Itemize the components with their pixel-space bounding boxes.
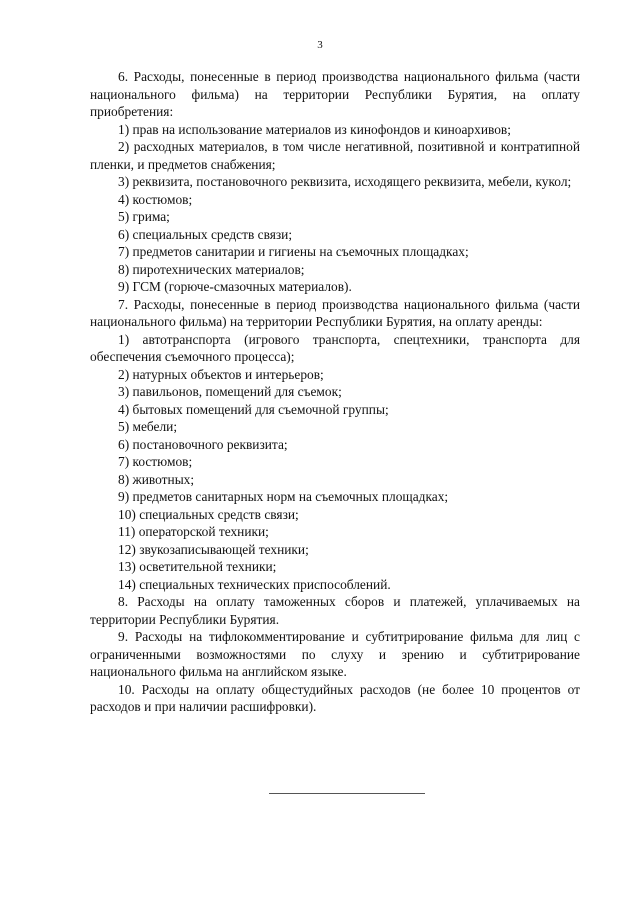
- document-body: [90, 68, 580, 716]
- list-item: 1) автотранспорта (игрового транспорта, спецтехники, транспорта для обеспечения съемочного процесса);: [90, 331, 580, 364]
- end-divider: [269, 793, 425, 794]
- list-item: 9) ГСМ (горюче-смазочных материалов).: [118, 279, 352, 294]
- list-item: 6) постановочного реквизита;: [118, 436, 288, 452]
- list-item: 12) звукозаписывающей техники;: [118, 541, 309, 557]
- list-item: 6) специальных средств связи;: [118, 226, 293, 242]
- list-item: 5) грима;: [118, 209, 170, 224]
- list-item: 7) костюмов;: [118, 454, 193, 469]
- list-item: 7) предметов санитарии и гигиены на съемочных площадках;: [118, 244, 469, 259]
- list-item: 2) натурных объектов и интерьеров;: [118, 366, 324, 382]
- list-item: 1) прав на использование материалов из кинофондов и киноархивов;: [118, 121, 511, 137]
- list-item: 8) пиротехнических материалов;: [118, 261, 305, 277]
- list-item: 3) павильонов, помещений для съемок;: [118, 384, 342, 399]
- list-item: 14) специальных технических приспособлений.: [118, 576, 391, 592]
- paragraph-10: 10. Расходы на оплату общестудийных расходов (не более 10 процентов от расходов и при наличии расшифровки).: [90, 681, 580, 714]
- list-item: 4) бытовых помещений для съемочной группы;: [118, 401, 389, 417]
- list-item: 13) осветительной техники;: [118, 559, 277, 574]
- paragraph-7: 7. Расходы, понесенные в период производства национального фильма (части национального фильма) на территории Республики Бурятия, на оплату аренды:: [90, 296, 580, 329]
- list-item: 11) операторской техники;: [118, 524, 269, 539]
- list-item: 5) мебели;: [118, 419, 178, 434]
- page-number: 3: [317, 39, 323, 51]
- list-item: 8) животных;: [118, 471, 195, 487]
- list-item: 2) расходных материалов, в том числе негативной, позитивной и контратипной пленки, и предметов снабжения;: [90, 139, 580, 172]
- list-item: 3) реквизита, постановочного реквизита, исходящего реквизита, мебели, кукол;: [118, 174, 572, 189]
- paragraph-8: 8. Расходы на оплату таможенных сборов и платежей, уплачиваемых на территории Республики Бурятия.: [90, 594, 580, 627]
- list-item: 4) костюмов;: [118, 191, 193, 207]
- paragraph-6: 6. Расходы, понесенные в период производства национального фильма (части национального фильма) на территории Республики Бурятия, на оплату приобретения:: [90, 69, 580, 119]
- paragraph-9: 9. Расходы на тифлокомментирование и субтитрирование фильма для лиц с ограниченными возможностями по слуху и зрению и субтитрирование национального фильма на английском языке.: [90, 629, 580, 679]
- list-item: 9) предметов санитарных норм на съемочных площадках;: [118, 489, 449, 504]
- list-item: 10) специальных средств связи;: [118, 506, 299, 522]
